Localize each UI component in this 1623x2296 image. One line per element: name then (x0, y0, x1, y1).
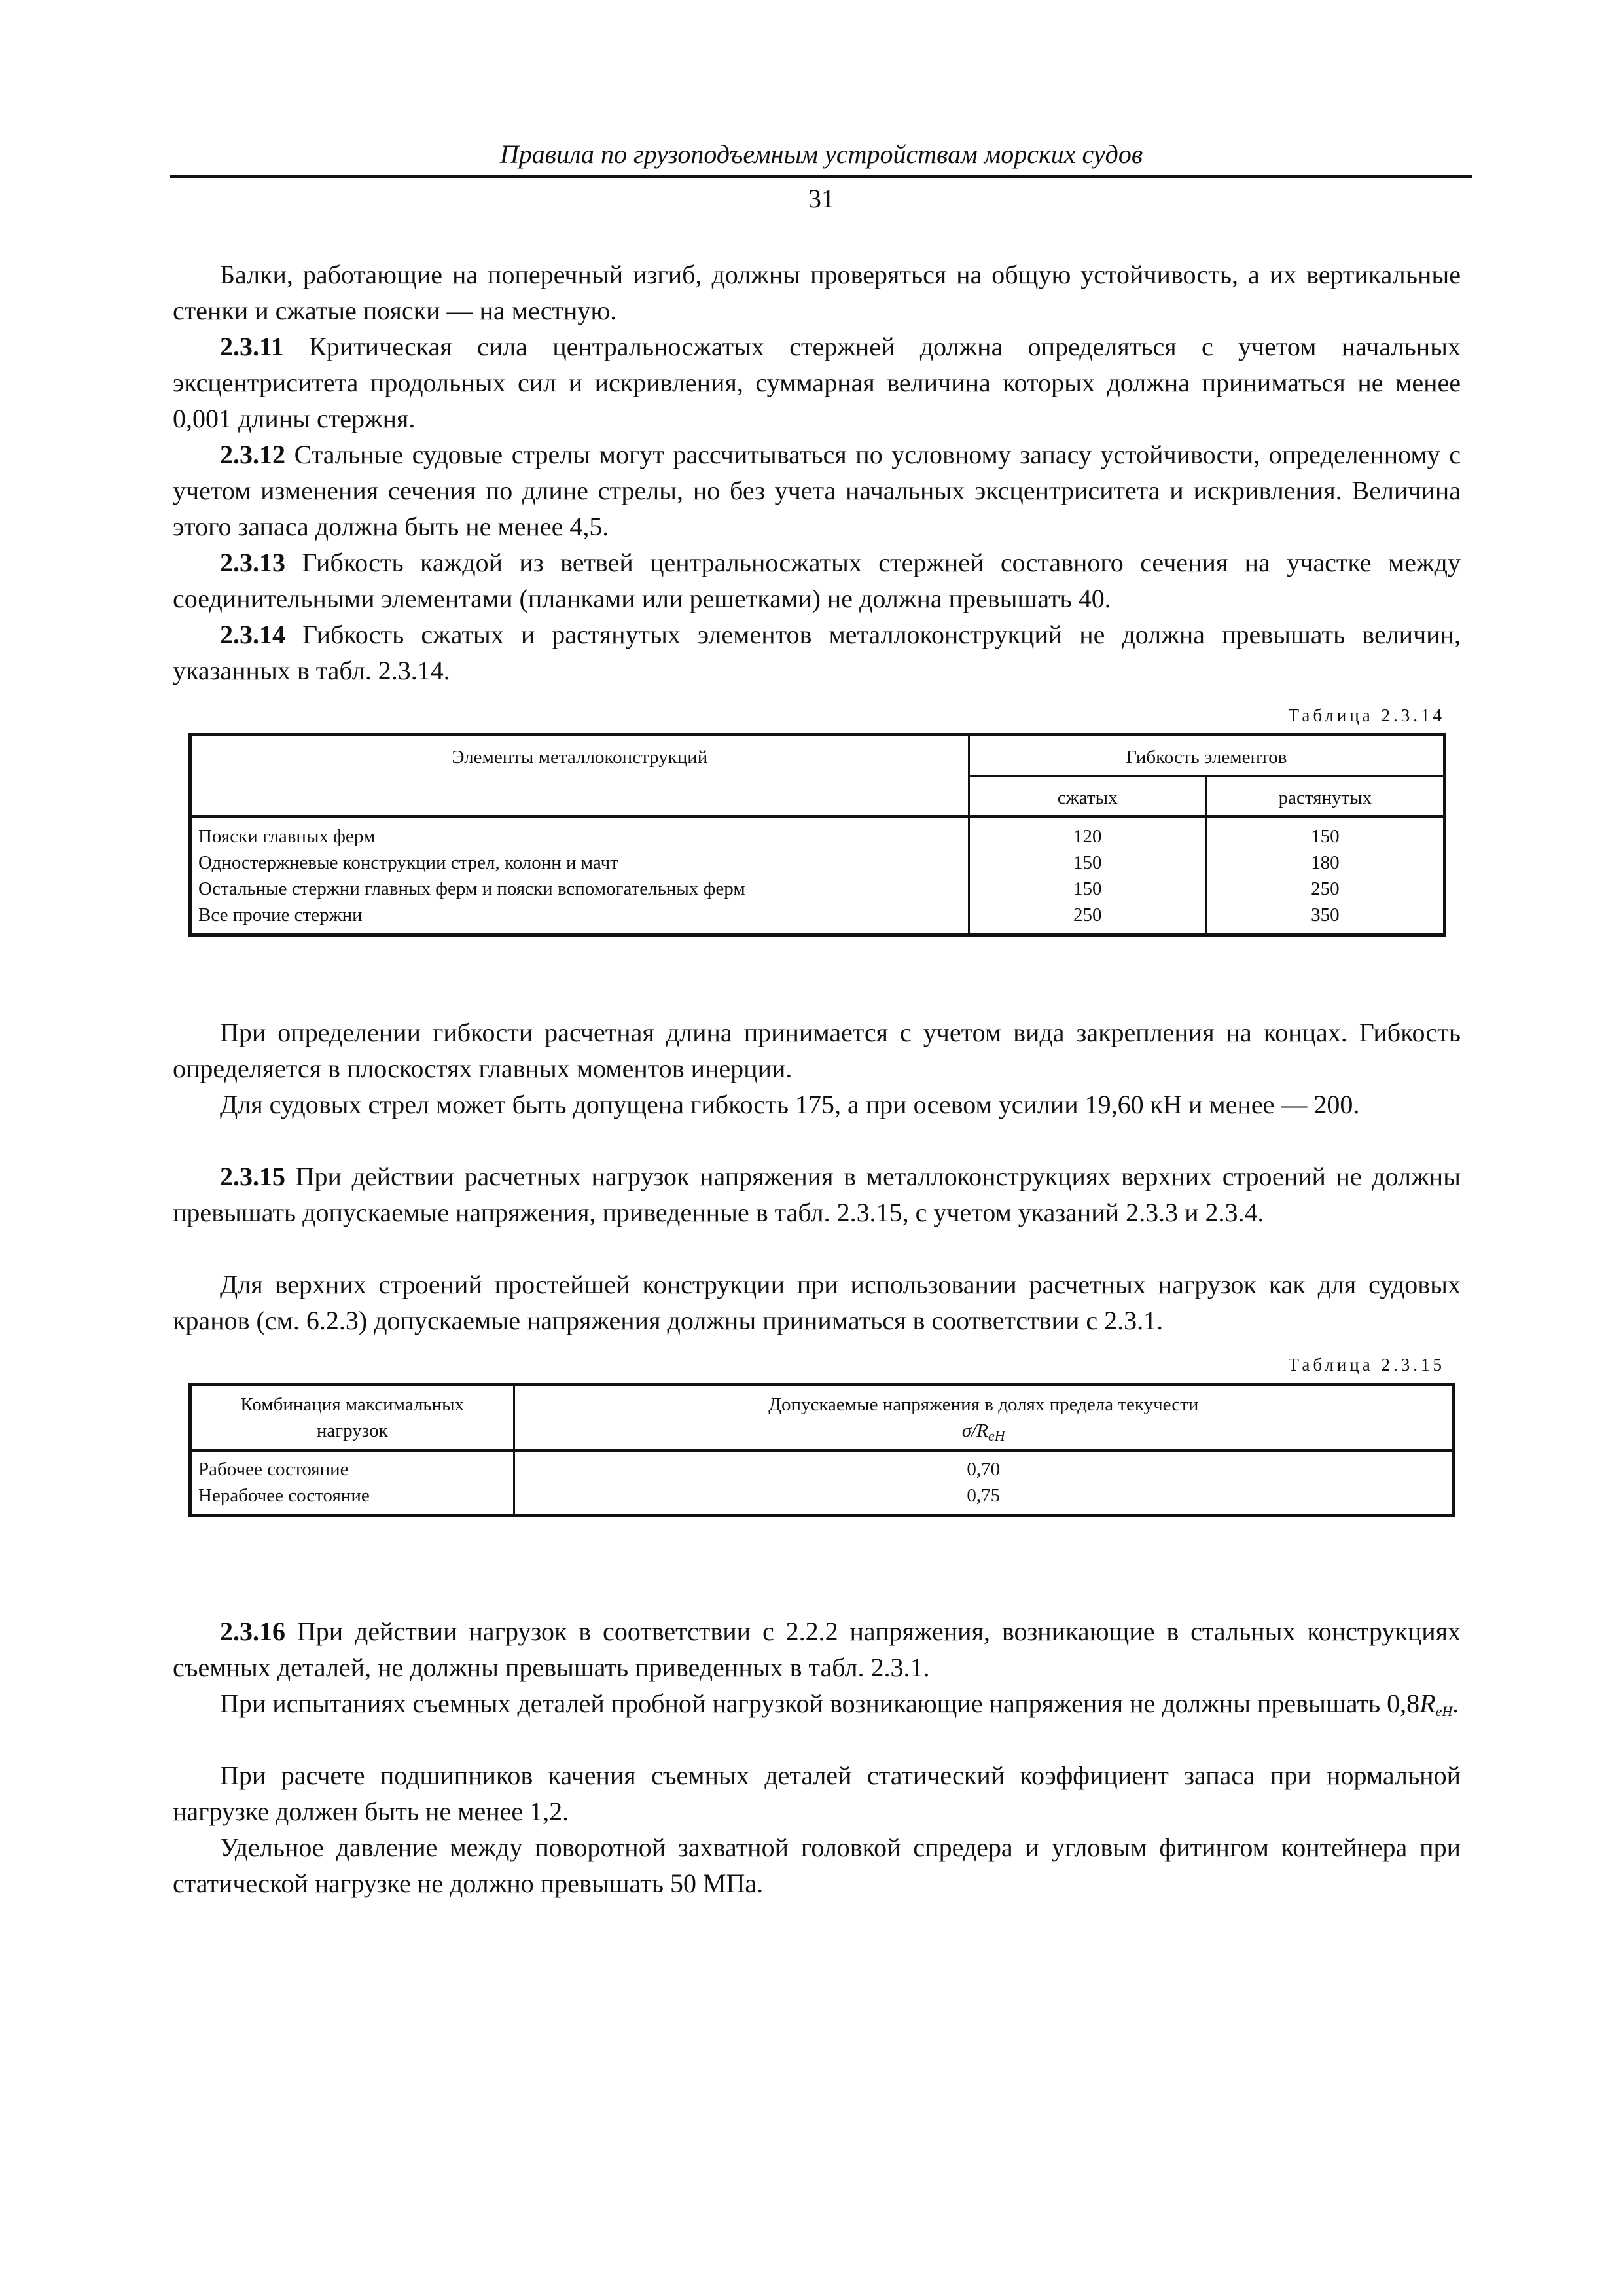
clause-number: 2.3.16 (220, 1617, 285, 1646)
column-header-compressed: сжатых (969, 776, 1206, 817)
paragraph-text: Для верхних строений простейшей конструкции при использовании расчетных нагрузок как для судовых кранов (см. 6.2.3) допускаемые напряжения должны приниматься в соответствии с 2.3.1. (173, 1270, 1461, 1335)
clause-number: 2.3.14 (220, 620, 285, 649)
table-row: Все прочие стержни (198, 905, 363, 925)
clause-number: 2.3.13 (220, 548, 285, 577)
table-row: Остальные стержни главных ферм и пояски вспомогательных ферм (198, 878, 745, 899)
paragraph-beams (173, 257, 1461, 329)
clause-number: 2.3.11 (220, 332, 284, 361)
column-header-load-combination: Комбинация максимальных нагрузок (191, 1386, 514, 1451)
table-cell-states (191, 1451, 514, 1515)
table-value: 180 (1311, 852, 1340, 873)
clause-number: 2.3.12 (220, 440, 285, 469)
table-value: 0,75 (967, 1485, 1001, 1506)
table-cell-values (514, 1451, 1453, 1515)
paragraph-text: Гибкость каждой из ветвей центральносжатых стержней составного сечения на участке между соединительными элементами (планками или решетками) не должна превышать 40. (173, 548, 1461, 613)
paragraph-spreader-pressure (173, 1829, 1461, 1901)
column-header-tensile: растянутых (1206, 776, 1444, 817)
table-value: 250 (1311, 878, 1340, 899)
paragraph-2-3-16 (173, 1613, 1461, 1685)
paragraph-text: При действии расчетных нагрузок напряжения в металлоконструкциях верхних строений не должны превышать допускаемые напряжения, приведенные в табл. 2.3.15, с учетом указаний 2.3.3 и 2.3.4. (173, 1162, 1461, 1227)
table-cell-compressed (969, 817, 1206, 935)
table-cell-tensile (1206, 817, 1444, 935)
table-row: Пояски главных ферм (198, 826, 376, 847)
table-2-3-15 (190, 1384, 1454, 1516)
formula-sigma-reh: $\sigma/R_{eH}$ (961, 1420, 1005, 1444)
paragraph-2-3-12 (173, 437, 1461, 545)
column-header-elements: Элементы металлоконструкций (191, 736, 969, 817)
table-value: 250 (1073, 905, 1102, 925)
paragraph-text: Стальные судовые стрелы могут рассчитываться по условному запасу устойчивости, определенному с учетом изменения сечения по длине стрелы, но без учета начальных эксцентриситета и искривления. Величина этого запаса должна быть не менее 4,5. (173, 440, 1461, 541)
table-caption: Таблица 2.3.14 (1288, 706, 1445, 725)
paragraph-text: Балки, работающие на поперечный изгиб, должны проверяться на общую устойчивость, а их вертикальные стенки и сжатые пояски — на местную. (173, 260, 1461, 325)
paragraph-text: Удельное давление между поворотной захватной головкой спредера и угловым фитингом контейнера при статической нагрузке не должно превышать 50 МПа. (173, 1833, 1461, 1898)
paragraph-text: Гибкость сжатых и растянутых элементов металлоконструкций не должна превышать величин, указанных в табл. 2.3.14. (173, 620, 1461, 685)
table-value: 150 (1311, 826, 1340, 847)
running-header: Правила по грузоподъемным устройствам морских судов (499, 139, 1143, 169)
clause-number: 2.3.15 (220, 1162, 285, 1191)
table-caption: Таблица 2.3.15 (1288, 1355, 1445, 1374)
page-number: 31 (808, 184, 834, 213)
column-header-allowed-stress: Допускаемые напряжения в долях предела текучести $\sigma/R_{eH}$ (514, 1386, 1453, 1451)
paragraph-design-length (173, 1014, 1461, 1086)
column-header-flexibility: Гибкость элементов (969, 736, 1444, 776)
paragraph-2-3-14 (173, 617, 1461, 689)
table-value: 350 (1311, 905, 1340, 925)
paragraph-superstructures (173, 1266, 1461, 1338)
table-value: 0,70 (967, 1459, 1001, 1480)
paragraph-text: При определении гибкости расчетная длина принимается с учетом вида закрепления на концах. Гибкость определяется в плоскостях главных моментов инерции. (173, 1018, 1461, 1083)
formula-reh: R (1419, 1689, 1436, 1718)
paragraph-text: Для судовых стрел может быть допущена гибкость 175, а при осевом усилии 19,60 кН и менее — 200. (220, 1090, 1360, 1119)
paragraph-boom-flexibility (173, 1086, 1461, 1122)
paragraph-text: Критическая сила центральносжатых стержней должна определяться с учетом начальных эксцентриситета продольных сил и искривления, суммарная величина которых должна приниматься не менее 0,001 длины стержня. (173, 332, 1461, 433)
table-value: 150 (1073, 852, 1102, 873)
table-value: 120 (1073, 826, 1102, 847)
paragraph-2-3-13 (173, 545, 1461, 617)
paragraph-2-3-15 (173, 1158, 1461, 1230)
paragraph-2-3-11 (173, 329, 1461, 437)
paragraph-test-load: При испытаниях съемных деталей пробной нагрузкой возникающие напряжения не должны превышать $0,8R_{eH}$. (220, 1689, 1459, 1719)
table-2-3-14 (190, 734, 1445, 935)
table-value: 150 (1073, 878, 1102, 899)
paragraph-bearings (173, 1757, 1461, 1829)
table-row: Нерабочее состояние (198, 1485, 370, 1506)
paragraph-text: При действии нагрузок в соответствии с 2.2.2 напряжения, возникающие в стальных конструкциях съемных деталей, не должны превышать приведенных в табл. 2.3.1. (173, 1617, 1461, 1682)
header-rule (170, 175, 1472, 178)
table-row: Рабочее состояние (198, 1459, 349, 1480)
paragraph-text: При расчете подшипников качения съемных деталей статический коэффициент запаса при нормальной нагрузке должен быть не менее 1,2. (173, 1761, 1461, 1826)
table-cell-names (191, 817, 969, 935)
table-row: Одностержневые конструкции стрел, колонн и мачт (198, 852, 618, 873)
paragraph-text: При испытаниях съемных деталей пробной нагрузкой возникающие напряжения не должны превышать 0,8 (220, 1689, 1420, 1718)
